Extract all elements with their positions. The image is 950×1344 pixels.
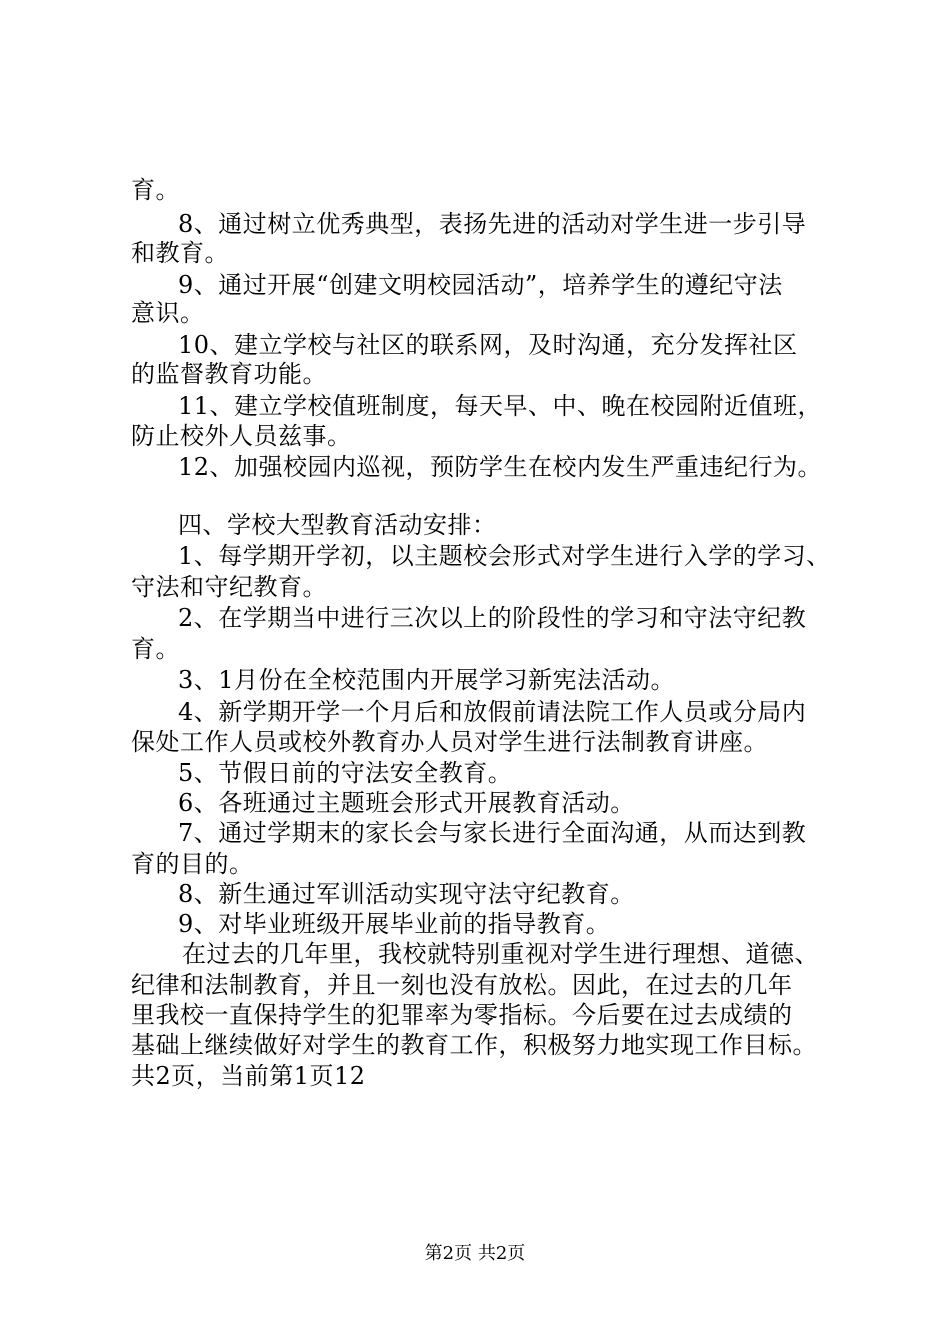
text-line: 4、新学期开学一个月后和放假前请法院工作人员或分局内 [178,698,807,726]
text-line: 防止校外人员兹事。 [131,422,352,450]
text-line: 8、新生通过军训活动实现守法守纪教育。 [178,880,635,908]
text-line: 5、节假日前的守法安全教育。 [178,759,513,787]
text-line: 意识。 [131,299,205,327]
text-line: 和教育。 [131,239,229,267]
text-line: 里我校一直保持学生的犯罪率为零指标。今后要在过去成绩的 [131,1001,793,1029]
text-line: 7、通过学期末的家长会与家长进行全面沟通，从而达到教 [178,819,807,847]
text-line: 10、建立学校与社区的联系网，及时沟通，充分发挥社区 [178,331,798,359]
text-line: 基础上继续做好对学生的教育工作，积极努力地实现工作目标。 [131,1031,817,1059]
text-line: 1、每学期开学初，以主题校会形式对学生进行入学的学习、 [178,542,831,570]
text-line: 3、1月份在全校范围内开展学习新宪法活动。 [178,666,676,694]
text-line: 12、加强校园内巡视，预防学生在校内发生严重违纪行为。 [178,453,823,481]
text-line: 9、对毕业班级开展毕业前的指导教育。 [178,910,611,938]
page-footer: 第2页 共2页 [424,1243,526,1264]
text-line: 保处工作人员或校外教育办人员对学生进行法制教育讲座。 [131,728,768,756]
text-line: 育。 [131,176,180,204]
text-line: 在过去的几年里，我校就特别重视对学生进行理想、道德、 [182,940,819,968]
text-line: 守法和守纪教育。 [131,573,327,601]
text-line: 育的目的。 [131,850,254,878]
text-line: 纪律和法制教育，并且一刻也没有放松。因此，在过去的几年 [131,971,793,999]
text-line: 11、建立学校值班制度，每天早、中、晚在校园附近值班， [178,392,823,420]
text-line: 的监督教育功能。 [131,360,327,388]
text-line: 育。 [131,635,180,663]
section-heading: 四、学校大型教育活动安排： [178,511,497,539]
text-line: 8、通过树立优秀典型，表扬先进的活动对学生进一步引导 [178,210,807,238]
text-line: 6、各班通过主题班会形式开展教育活动。 [178,789,635,817]
page-count-line: 共2页，当前第1页12 [131,1062,366,1090]
text-line: 9、通过开展“创建文明校园活动”，培养学生的遵纪守法 [178,271,783,299]
text-line: 2、在学期当中进行三次以上的阶段性的学习和守法守纪教 [178,604,807,632]
